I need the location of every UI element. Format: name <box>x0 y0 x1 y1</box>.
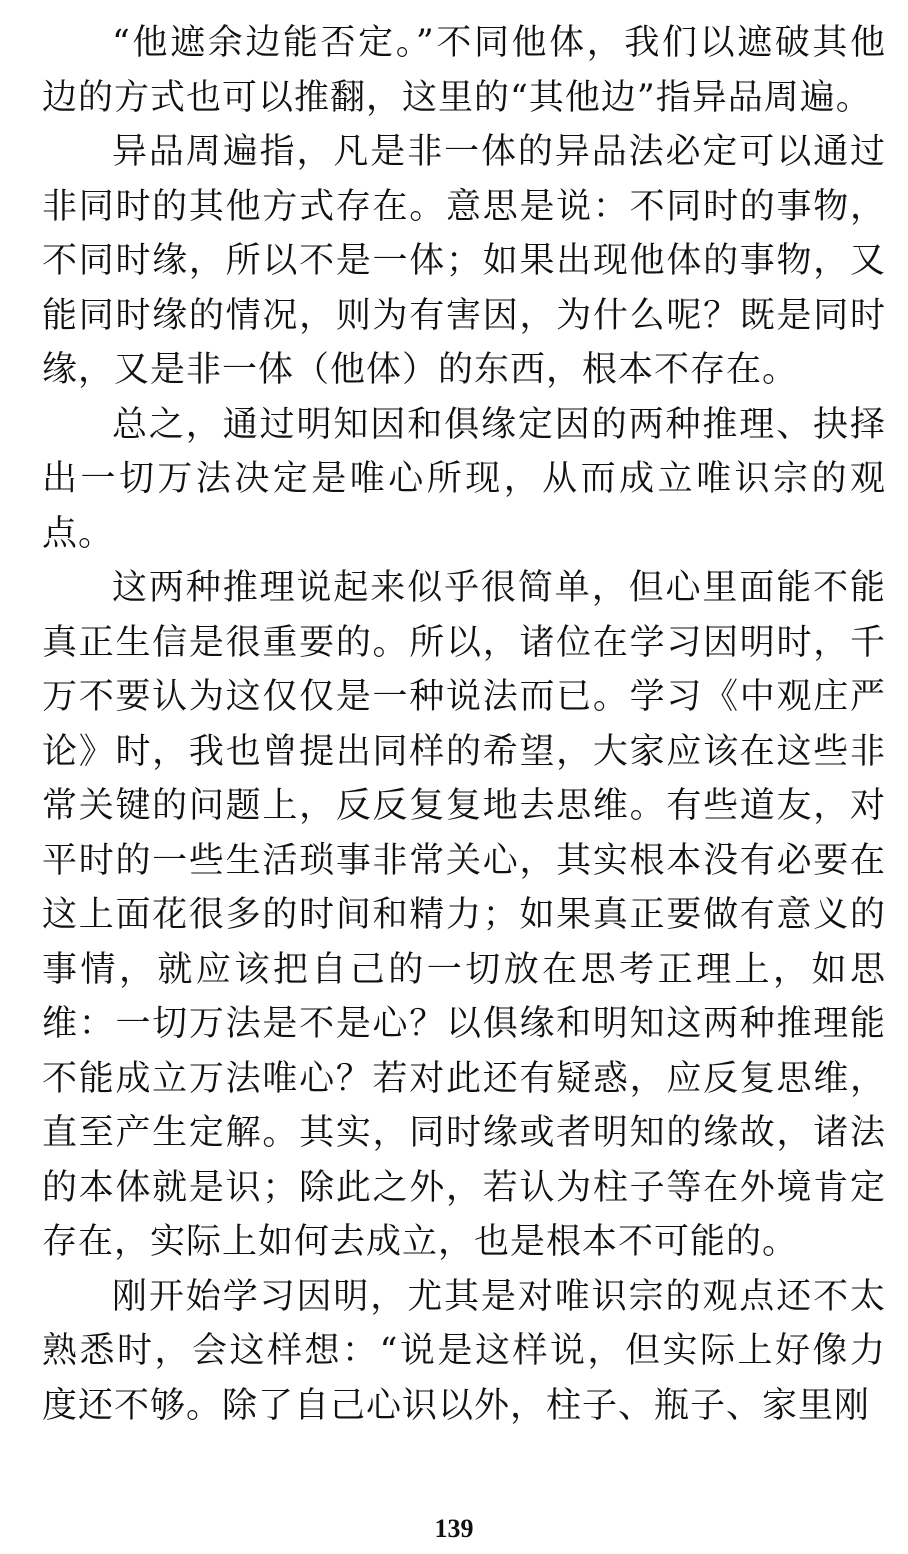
paragraph-3: 总之，通过明知因和俱缘定因的两种推理、抉择出一切万法决定是唯心所现，从而成立唯识宗的观点。 <box>42 404 886 554</box>
paragraph-4: 这两种推理说起来似乎很简单，但心里面能不能真正生信是很重要的。所以，诸位在学习因明时，千万不要认为这仅仅是一种说法而已。学习《中观庄严论》时，我也曾提出同样的希望，大家应该在这些非常关键的问题上，反反复复地去思维。有些道友，对平时的一些生活琐事非常关心，其实根本没有必要在这上面花很多的时间和精力；如果真正要做有意义的事情，就应该把自己的一切放在思考正理上，如思维：一切万法是不是心？以俱缘和明知这两种推理能不能成立万法唯心？若对此还有疑惑，应反复思维，直至产生定解。其实，同时缘或者明知的缘故，诸法的本体就是识；除此之外，若认为柱子等在外境肯定存在，实际上如何去成立，也是根本不可能的。 <box>42 568 886 1262</box>
paragraph-5: 刚开始学习因明，尤其是对唯识宗的观点还不太熟悉时，会这样想：“说是这样说，但实际上好像力度还不够。除了自己心识以外，柱子、瓶子、家里刚 <box>42 1276 886 1426</box>
page-body <box>42 16 886 1433</box>
paragraph-2: 异品周遍指，凡是非一体的异品法必定可以通过非同时的其他方式存在。意思是说：不同时的事物，不同时缘，所以不是一体；如果出现他体的事物，又能同时缘的情况，则为有害因，为什么呢？既是同时缘，又是非一体（他体）的东西，根本不存在。 <box>42 132 886 390</box>
page-number: 139 <box>434 1514 474 1543</box>
paragraph-1: “他遮余边能否定。”不同他体，我们以遮破其他边的方式也可以推翻，这里的“其他边”指异品周遍。 <box>42 23 886 118</box>
